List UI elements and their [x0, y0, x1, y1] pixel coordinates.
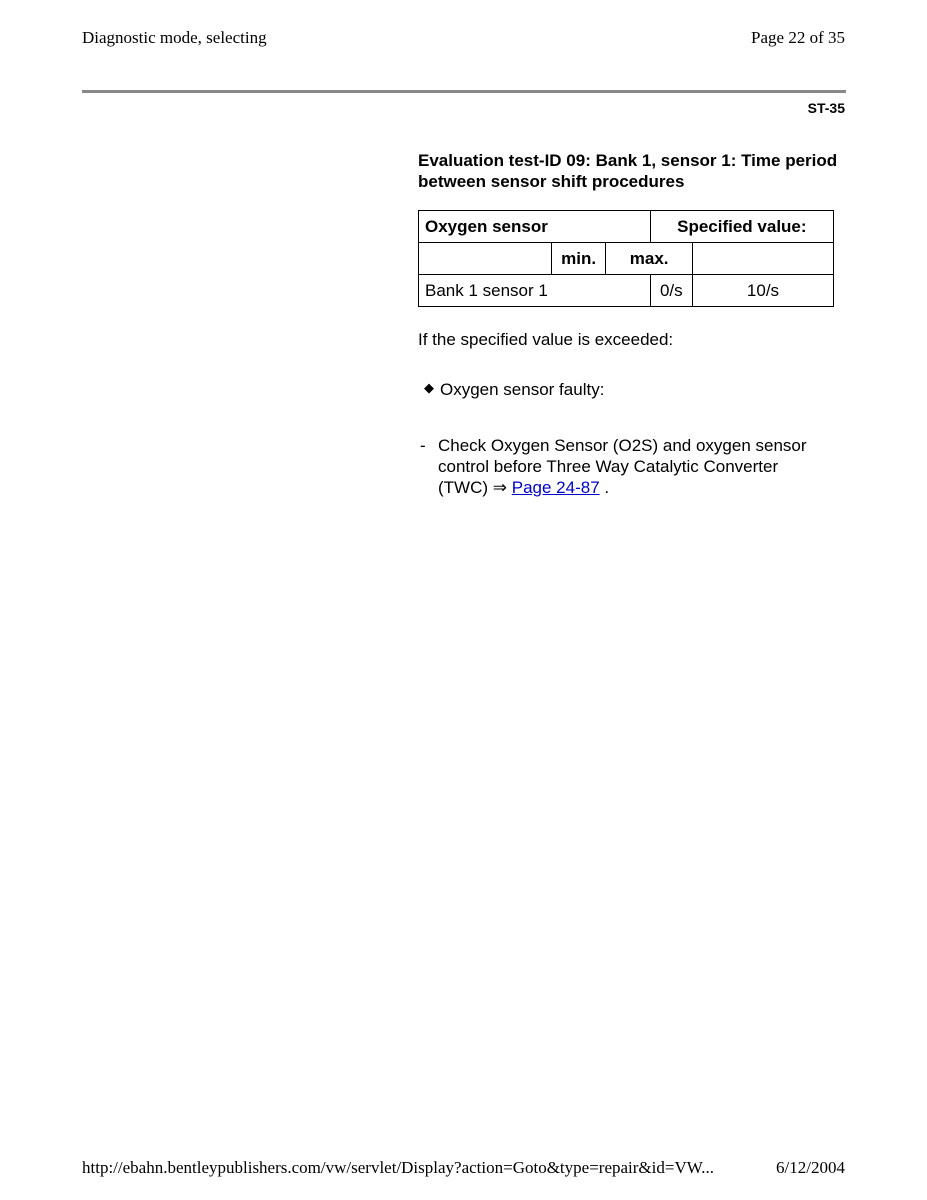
step-dash: -: [420, 436, 426, 455]
step-item: [420, 435, 820, 498]
bullet-text: Oxygen sensor faulty:: [440, 380, 605, 399]
empty-cell: [419, 243, 552, 275]
document-title: Diagnostic mode, selecting: [82, 28, 267, 47]
step-text: Check Oxygen Sensor (O2S) and oxygen sensor control before Three Way Catalytic Converter (TWC): [438, 436, 807, 497]
step-end: .: [604, 478, 610, 497]
page-link[interactable]: Page 24-87: [511, 478, 600, 497]
min-header: min.: [551, 243, 605, 275]
table-row: [419, 275, 834, 307]
exceeded-text: If the specified value is exceeded:: [418, 330, 674, 349]
empty-cell: [692, 243, 833, 275]
spec-table: [418, 210, 834, 307]
footer-url: http://ebahn.bentleypublishers.com/vw/servlet/Display?action=Goto&type=repair&id=VW...: [82, 1158, 714, 1177]
row-min-value: 0/s: [650, 275, 692, 307]
diamond-bullet-icon: ◆: [424, 380, 434, 395]
row-label: Bank 1 sensor 1: [419, 275, 651, 307]
page-number: Page 22 of 35: [751, 28, 845, 47]
col-specified-value-header: Specified value:: [650, 211, 833, 243]
table-header-row: [419, 211, 834, 243]
table-subheader-row: [419, 243, 834, 275]
col-oxygen-sensor-header: Oxygen sensor: [419, 211, 651, 243]
bullet-item: [424, 380, 604, 400]
section-code: ST-35: [807, 100, 845, 116]
max-header: max.: [606, 243, 693, 275]
arrow-icon: ⇒: [492, 478, 508, 497]
section-title: Evaluation test-ID 09: Bank 1, sensor 1: Time period between sensor shift procedures: [418, 151, 838, 191]
step-content: [438, 435, 820, 498]
row-max-value: 10/s: [692, 275, 833, 307]
footer-date: 6/12/2004: [776, 1158, 845, 1177]
header-divider: [82, 90, 846, 93]
